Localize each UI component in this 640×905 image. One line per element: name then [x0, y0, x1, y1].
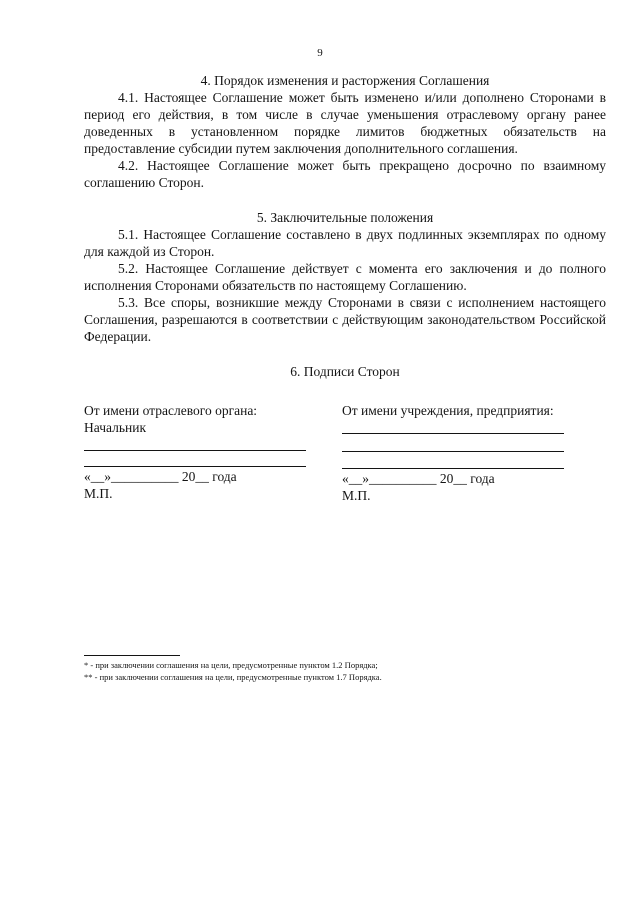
clause-5-1: 5.1. Настоящее Соглашение составлено в двух подлинных экземплярах по одному для каждой из Сторон.	[84, 227, 606, 259]
left-position-label: Начальник	[84, 420, 147, 435]
section-5-title: 5. Заключительные положения	[256, 210, 434, 225]
footnotes	[84, 655, 584, 683]
section-6-title: 6. Подписи Сторон	[290, 364, 400, 379]
left-signature-line-2	[84, 466, 306, 467]
clause-5-2: 5.2. Настоящее Соглашение действует с момента его заключения и до полного исполнения Сторонами обязательств по настоящему Соглашению.	[84, 261, 606, 293]
right-signature-line-3	[342, 468, 564, 469]
left-signature-line-1	[84, 450, 306, 451]
footnote-1: * - при заключении соглашения на цели, предусмотренные пунктом 1.2 Порядка;	[84, 660, 378, 670]
clause-4-2: 4.2. Настоящее Соглашение может быть прекращено досрочно по взаимному соглашению Сторон.	[84, 158, 606, 190]
left-party-label: От имени отраслевого органа:	[84, 403, 258, 418]
right-signature-line-2	[342, 451, 564, 452]
page-number: 9	[317, 47, 323, 59]
footnote-2: ** - при заключении соглашения на цели, предусмотренные пунктом 1.7 Порядка.	[84, 672, 382, 682]
left-stamp-label: М.П.	[84, 486, 113, 501]
signature-block	[84, 402, 606, 512]
document-body	[84, 72, 606, 380]
right-stamp-label: М.П.	[342, 488, 371, 503]
clause-5-3: 5.3. Все споры, возникшие между Сторонами в связи с исполнением настоящего Соглашения, разрешаются в соответствии с действующим законодательством Российской Федерации.	[84, 295, 606, 344]
right-party-label: От имени учреждения, предприятия:	[342, 403, 554, 418]
clause-4-1: 4.1. Настоящее Соглашение может быть изменено и/или дополнено Сторонами в период его действия, в том числе в случае уменьшения отраслевому органу ранее доведенных в установленном порядке лимитов бюджетных обязательств на предоставление субсидии путем заключения дополнительного соглашения.	[84, 90, 606, 156]
left-date: «__»__________ 20__ года	[84, 469, 237, 484]
section-4-title: 4. Порядок изменения и расторжения Соглашения	[200, 73, 490, 88]
footnote-rule	[84, 655, 180, 656]
right-signature-line-1	[342, 433, 564, 434]
right-date: «__»__________ 20__ года	[342, 471, 495, 486]
